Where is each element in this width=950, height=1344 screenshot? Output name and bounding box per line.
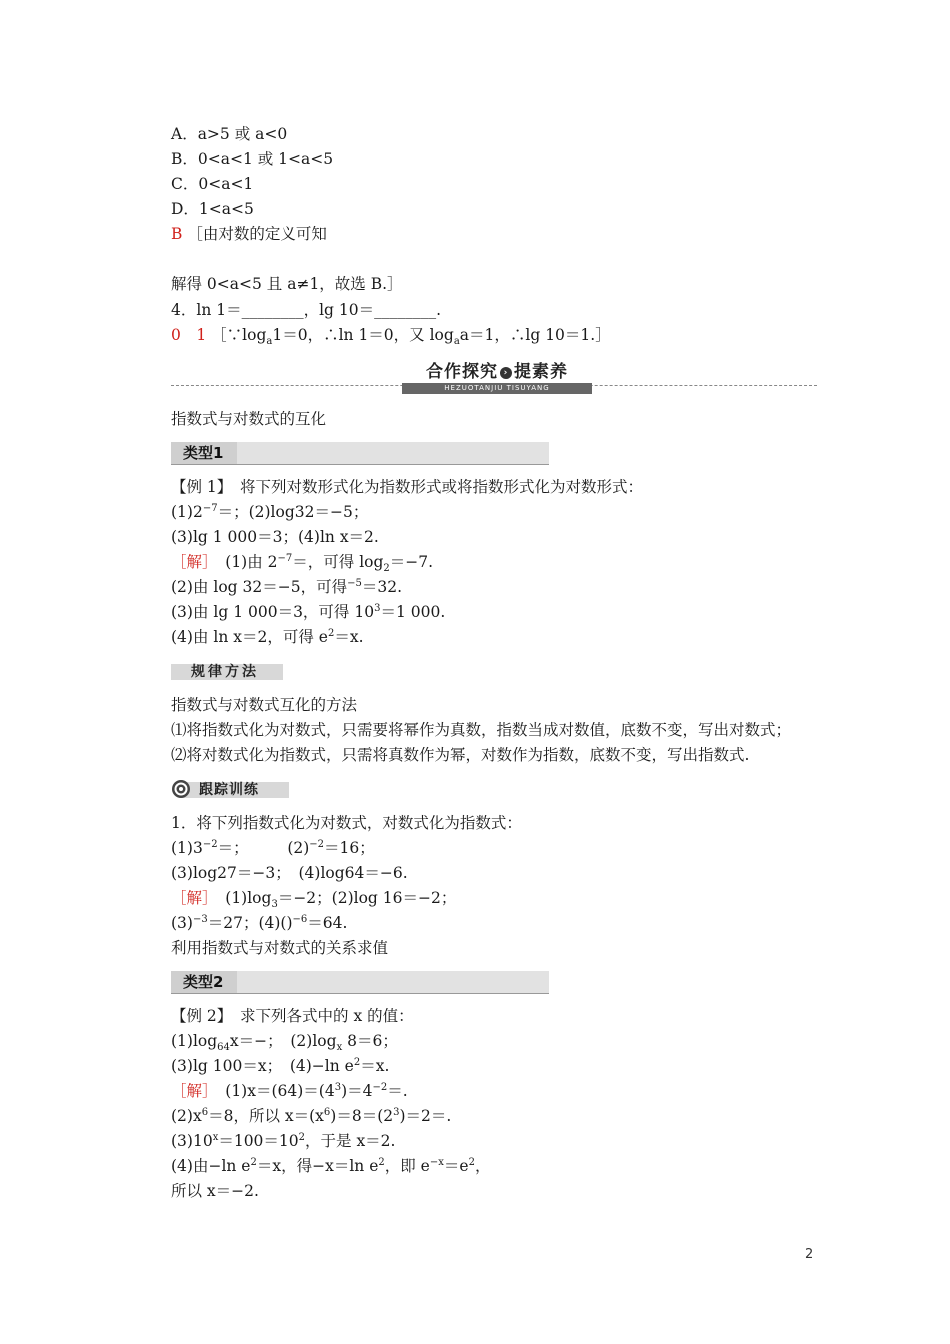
example1-text: 将下列对数形式化为指数形式或将指数形式化为对数形式： [224,478,644,496]
banner-subtitle: HEZUOTANJIU TISUYANG [402,383,592,394]
section2-heading: 利用指数式与对数式的关系求值 [171,939,389,957]
solution-label: ［解］ [171,889,210,907]
example1-sol4: (4)由 ln x＝2，可得 $e^2=x$. [171,627,364,646]
example2-text: 求下列各式中的 x 的值： [224,1007,414,1025]
solution-label: ［解］ [171,1082,210,1100]
page-number: 2 [805,1247,814,1262]
example2-line [171,1006,414,1026]
q4-answer: 0 1 [171,326,207,344]
example2-sol1: ［解］ $(1)x=(64)=(4^3)=4^{-2}=$. [171,1081,408,1100]
example1-line [171,477,643,497]
training-q1a: $(1)3^{-2}=$； $(2)^{-2}=16$； [171,838,375,857]
example1-label: 【例 1】 [171,478,225,496]
q3-answer: B [171,225,183,243]
option-a: A．a>5 或 a<0 [171,125,288,143]
q3-solve: 解得 0<a<5 且 a≠1，故选 B.］ [171,275,403,293]
type2-bar [171,971,549,994]
q4-explain: $[\because\log_a1=0$，∴ln 1＝0，又 $\log_aa=1$，∴lg 10＝1.］ [211,326,611,348]
q4-question: 4．ln 1＝________，lg 10＝________. [171,301,442,319]
option-d: D．1<a<5 [171,200,254,218]
section1-heading: 指数式与对数式的互化 [171,410,327,428]
example2-label: 【例 2】 [171,1007,225,1025]
method-item1: ⑴将指数式化为对数式，只需要将幂作为真数，指数当成对数值，底数不变，写出对数式； [171,721,792,739]
training-label: 跟踪训练 [199,782,259,798]
solution-label: ［解］ [171,553,210,571]
q3-explain: ［由对数的定义可知 [187,225,327,243]
q4-answer-line [171,325,611,348]
training-q1: 1．将下列指数式化为对数式，对数式化为指数式： [171,814,522,832]
target-icon [171,779,191,799]
training-q1b: (3)log27＝−3； (4)log64＝−6. [171,864,408,882]
method-label: 规律方法 [191,664,259,680]
type1-label: 类型1 [171,442,237,464]
example2-q34: (3)lg 100＝x； (4)−ln $e^2=x$. [171,1056,390,1075]
example1-sol2: (2)由 log 32＝−5，可得$^{-5}$＝32. [171,577,402,596]
example2-q12: $(1)\log_{64}x=-$； $(2)\log_x$ 8＝6； [171,1032,398,1054]
banner-title: 合作探究 › 提素养 [426,362,568,382]
banner-box [399,357,595,391]
method-bar [171,660,283,684]
example1-q12: $(1)2^{-7}=$；(2)log32＝−5； [171,502,369,521]
option-c: C．0<a<1 [171,175,254,193]
example2-sol5: 所以 x＝−2. [171,1182,259,1200]
training-bar [171,778,289,802]
training-sol1: ［解］ $(1)\log_3=-2$；(2)log 16＝−2； [171,889,457,911]
section-banner [171,357,817,393]
training-sol2: $(3)^{-3}=27$；(4)()$^{-6}$＝64. [171,913,348,932]
example2-sol2: $(2)x^6=8$，所以 $x=(x^6)=8=(2^3)=2=$. [171,1106,452,1125]
method-item2: ⑵将对数式化为指数式，只需将真数作为幂，对数作为指数，底数不变，写出指数式. [171,746,750,764]
example1-sol3: (3)由 lg 1 000＝3，可得 $10^3=1$ 000. [171,602,446,621]
example1-q34: (3)lg 1 000＝3；(4)ln x＝2. [171,528,379,546]
banner-arrow-icon: › [500,367,512,379]
example2-sol3: $(3)10^x=100=10^2$，于是 x＝2. [171,1131,396,1150]
q3-answer-line [171,224,327,244]
example2-sol4: (4)由−ln $e^2=x$，得−x＝ln $e^2$，即 $e^{-x}=e^2$， [171,1156,491,1175]
type1-bar [171,442,549,465]
type2-label: 类型2 [171,971,237,993]
example1-sol1: ［解］ (1)由 $2^{-7}=$，可得 $\log_2=-7$. [171,552,434,575]
method-title: 指数式与对数式互化的方法 [171,696,358,714]
option-b: B．0<a<1 或 1<a<5 [171,150,334,168]
